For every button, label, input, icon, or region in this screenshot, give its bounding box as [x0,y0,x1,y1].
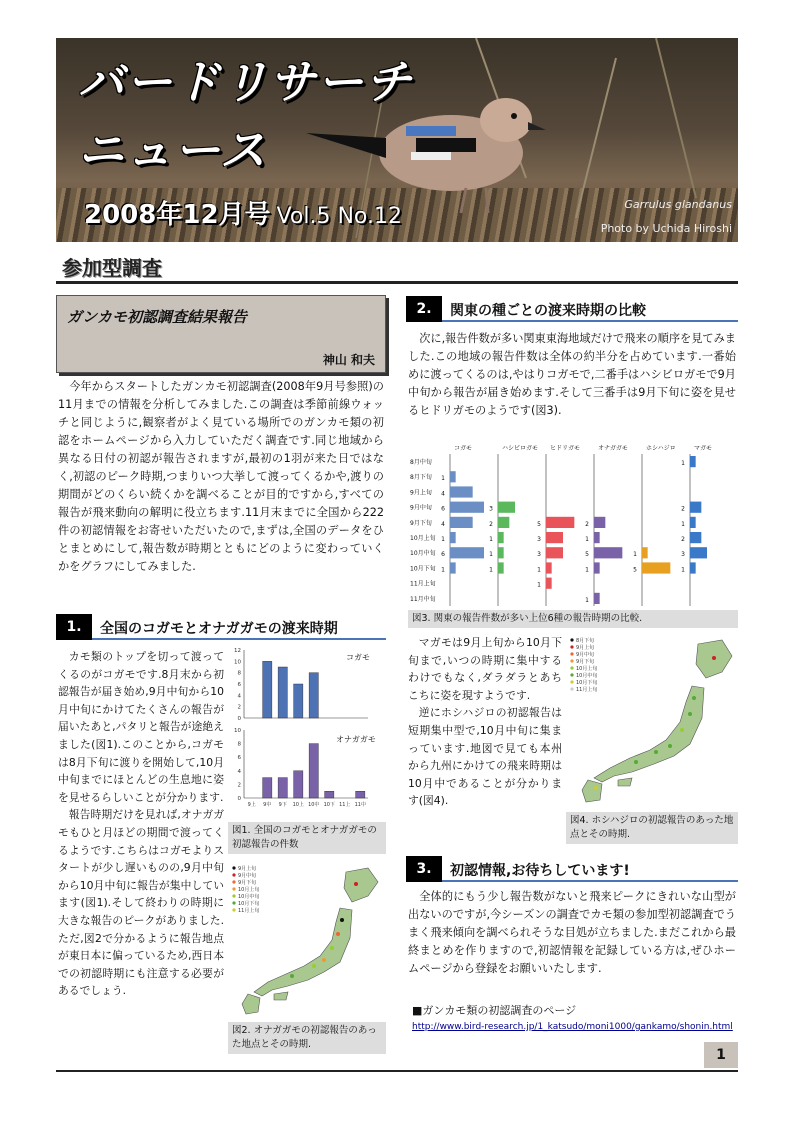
bar-10中 [309,673,318,718]
count-label: 5 [537,520,541,528]
y-tick-label: 10 [234,728,241,734]
photo-credit: Photo by Uchida Hiroshi [600,222,732,235]
timing-bar [498,517,509,528]
volume-number: Vol.5 No.12 [276,204,402,229]
svg-text:10月下旬: 10月下旬 [238,901,260,907]
y-tick-label: 12 [234,648,241,654]
count-label: 4 [441,490,445,498]
newsletter-title-line1: バードリサーチ [78,55,414,109]
timing-bar [546,562,552,573]
svg-text:8月下旬: 8月下旬 [576,638,595,644]
timing-bar [690,547,707,558]
section2-paragraph3: 逆にホシハジロの初認報告は短期集中型で,10月中旬に集まっています.地図で見ても本州から九州にかけての飛来時期は10月中であることが分かります(図4). [408,706,562,808]
timing-bar [498,502,515,513]
report-title-box [56,295,386,373]
section1-title: 全国のコガモとオナガガモの渡来時期 [100,621,338,637]
figure2-caption: 図2. オナガガモの初認報告のあった地点とその時期. [228,1022,386,1054]
species-label: ホシハジロ [646,445,676,452]
timing-bar [450,471,456,482]
count-label: 2 [585,520,589,528]
svg-text:10月上旬: 10月上旬 [576,666,598,672]
count-label: 1 [441,566,445,574]
timing-bar [594,593,600,604]
count-label: 2 [681,536,685,543]
count-label: 1 [441,536,445,543]
species-credit: Garrulus glandanus [624,198,732,211]
count-label: 1 [489,551,493,559]
timing-bar [594,532,600,543]
timing-bar [690,532,701,543]
y-tick-label: 0 [237,716,241,722]
count-label: 3 [681,551,685,559]
row-label: 10月下旬 [410,565,436,573]
svg-text:10月中旬: 10月中旬 [238,894,260,900]
section-title: 参加型調査 [62,256,162,280]
count-label: 1 [681,566,685,574]
figure3-caption: 図3. 関東の報告件数が多い上位6種の報告時期の比較. [408,610,738,628]
count-label: 5 [633,566,637,574]
x-tick-label: 10中 [308,802,320,808]
count-label: 3 [537,551,541,559]
report-title: ガンカモ初認調査結果報告 [67,308,248,326]
svg-text:10月中旬: 10月中旬 [576,673,598,679]
timing-bar [498,547,504,558]
y-tick-label: 6 [237,755,241,762]
footer-rule [56,1070,738,1072]
timing-bar [498,532,504,543]
issue-label [84,194,402,231]
row-label: 10月上旬 [410,535,436,542]
figure1-charts [228,646,386,818]
y-tick-label: 10 [234,659,241,666]
svg-text:9月下旬: 9月下旬 [576,659,595,665]
count-label: 1 [489,566,493,574]
newsletter-title-line2: ニュース [78,123,268,177]
svg-text:10月上旬: 10月上旬 [238,887,260,893]
timing-bar [450,532,456,543]
count-label: 2 [489,520,493,528]
row-label: 10月中旬 [410,550,436,558]
timing-bar [546,578,552,589]
svg-text:10月下旬: 10月下旬 [576,680,598,686]
count-label: 1 [489,536,493,543]
y-tick-label: 0 [237,796,241,802]
count-label: 1 [537,581,541,589]
section1-body [58,648,224,1000]
count-label: 1 [537,566,541,574]
section2-number: 2. [406,296,442,322]
count-label: 1 [441,475,445,483]
row-label: 9月上旬 [410,489,432,497]
timing-bar [690,502,701,513]
count-label: 1 [633,551,637,559]
header-photo [56,38,738,242]
y-tick-label: 2 [237,782,241,789]
section-divider [56,281,738,284]
section1-number: 1. [56,614,92,640]
section3-title: 初認情報,お待ちしています! [450,863,630,879]
bar-10下 [325,791,334,798]
count-label: 6 [441,551,445,559]
section1-paragraph2: 報告時期だけを見れば,オナガガモもひと月ほどの期間で渡ってくるようです.こちらはコガモよりスタートが少し遅いものの,9月中旬から10月中旬に報告が集中しています(図1).そして終わりの時期に大きな報告のピークがありました.ただ,図2で分かるように報告地点が東日本に偏っているため,西日本での初認時期にも注意する必要があるでしょう. [58,808,224,998]
count-label: 5 [585,551,589,559]
kanto-species-chart [410,444,712,606]
row-label: 11月中旬 [410,595,436,603]
row-label: 9月中旬 [410,504,432,512]
timing-bar [450,547,484,558]
count-label: 1 [585,596,589,604]
report-author: 神山 和夫 [322,353,375,367]
bar-11中 [356,791,365,798]
section2-heading [406,296,738,322]
count-label: 4 [441,520,445,528]
species-label: ハシビロガモ [502,445,539,452]
svg-text:9月上旬: 9月上旬 [576,645,595,651]
timing-bar [642,547,648,558]
kogamo-legend: コガモ [346,653,370,662]
svg-text:9月中旬: 9月中旬 [576,652,595,658]
species-label: オナガガモ [598,445,628,452]
count-label: 2 [681,505,685,513]
survey-page-label: ■ガンカモ類の初認調査のページ [412,1004,577,1017]
timing-bar [450,517,473,528]
y-tick-label: 4 [237,693,241,700]
count-label: 1 [585,536,589,543]
count-label: 6 [441,505,445,513]
section1-paragraph1: カモ類のトップを切って渡ってくるのがコガモです.8月末から初認報告が届き始め,9月中旬から10月中旬にかけてたくさんの報告が届いたあと,パタリと報告が途絶えました(図1).このことから,コガモは8月下旬に渡りを開始して,10月中旬までにほとんどの生息地に姿を見せるらしいことが分かります. [58,650,224,804]
species-label: ヒドリガモ [550,445,580,452]
page-number: 1 [704,1042,738,1068]
timing-bar [594,562,600,573]
y-tick-label: 2 [237,704,241,711]
svg-text:11月上旬: 11月上旬 [576,687,598,693]
svg-text:11月上旬: 11月上旬 [238,908,260,914]
onagagamo-legend: オナガガモ [336,735,376,744]
x-tick-label: 10上 [292,802,304,808]
timing-bar [546,517,574,528]
x-tick-label: 10下 [323,802,335,808]
section3-number: 3. [406,856,442,882]
bar-9中 [263,778,272,798]
figure4-japan-map [566,634,738,808]
section3-paragraph: 全体的にもう少し報告数がないと飛来ピークにきれいな山型が出ないのですが,今シーズンの調査でカモ類の参加型初認調査でうまく飛来傾向を調べられそうな目処が立ちました.まだこれから最終まとめを作りますので,初認情報を記録している方は,ぜひホームページから登録をお願いいたします. [408,890,736,975]
timing-bar [450,486,473,497]
survey-page-link[interactable]: http://www.bird-research.jp/1_katsudo/moni1000/gankamo/shonin.html [412,1022,733,1032]
count-label: 3 [537,536,541,543]
intro-paragraph: 今年からスタートしたガンカモ初認調査(2008年9月号参照)の11月までの情報を分析してみました.この調査は季節前線ウォッチと同じように,観察者がよく見ている場所でのガンカモ類の初認をホームページから入力していただく調査です.同じ地域から異なる日付の初認が報告されますが,最初の1羽が来た日ではなく,初認のピーク時期,つまりいつ大挙して渡ってくるかや,渡りの期間がどのくらい続くかを調べることが目的ですから,すべての報告が飛来動向の解明に役立ちます.11月末までに全国から222件の初認情報をお寄せいただいたので,まずは,全国のデータをひとまとめにして,報告数が時期とともにどのように変わっていくかをグラフにしてみました. [58,380,384,573]
x-tick-label: 9上 [247,802,256,808]
timing-bar [690,562,696,573]
svg-text:9月上旬: 9月上旬 [238,866,257,872]
svg-text:9月中旬: 9月中旬 [238,873,257,879]
timing-bar [642,562,670,573]
section3-heading [406,856,738,882]
section1-heading [56,614,386,640]
x-tick-label: 9下 [278,802,287,808]
bar-9中 [263,661,272,718]
x-tick-label: 11中 [354,802,366,808]
species-label: コガモ [454,445,473,452]
row-label: 8月中旬 [410,459,432,466]
bar-10上 [294,771,303,798]
count-label: 1 [585,566,589,574]
bar-10中 [309,744,318,798]
figure3-species-timing-chart [408,442,738,608]
y-tick-label: 6 [237,682,241,688]
timing-bar [450,502,484,513]
timing-bar [498,562,504,573]
x-tick-label: 11上 [339,802,351,808]
timing-bar [594,547,622,558]
figure4-caption: 図4. ホシハジロの初認報告のあった地点とその時期. [566,812,738,844]
row-label: 9月下旬 [410,519,432,527]
bar-9下 [278,667,287,718]
count-label: 3 [489,505,493,513]
timing-bar [546,532,563,543]
section2-title: 関東の種ごとの渡来時期の比較 [450,303,646,319]
row-label: 11月上旬 [410,580,436,588]
bar-10上 [294,684,303,718]
count-label: 1 [681,460,685,467]
svg-text:9月下旬: 9月下旬 [238,880,257,886]
figure2-japan-map [228,862,386,1018]
figure1-caption: 図1. 全国のコガモとオナガガモの初認報告の件数 [228,822,386,854]
section2-paragraph1: 次に,報告件数が多い関東東海地域だけで飛来の順序を見てみました.この地域の報告件数は全体の約半分を占めています.一番始めに渡ってくるのは,やはりコガモで,二番手はハシビロガモで9月中旬から報告が届き始めます.そして三番手は9月下旬に姿を見せるヒドリガモのようです(図3). [408,332,736,417]
timing-bar [450,562,456,573]
species-label: マガモ [694,445,713,452]
timing-bar [594,517,605,528]
count-label: 1 [681,520,685,528]
timing-bar [546,547,563,558]
y-tick-label: 8 [237,741,241,748]
y-tick-label: 4 [237,768,241,775]
section2-body [408,634,562,810]
row-label: 8月下旬 [410,474,432,482]
bar-9下 [278,778,287,798]
y-tick-label: 8 [237,670,241,677]
section2-paragraph2: マガモは9月上旬から10月下旬まで,いつの時期に集中するわけでもなく,ダラダラとあちこちに姿を現すようです. [408,636,562,702]
issue-date: 2008年12月号 [84,200,271,230]
timing-bar [690,517,696,528]
timing-bar [690,456,696,467]
x-tick-label: 9中 [263,802,272,808]
